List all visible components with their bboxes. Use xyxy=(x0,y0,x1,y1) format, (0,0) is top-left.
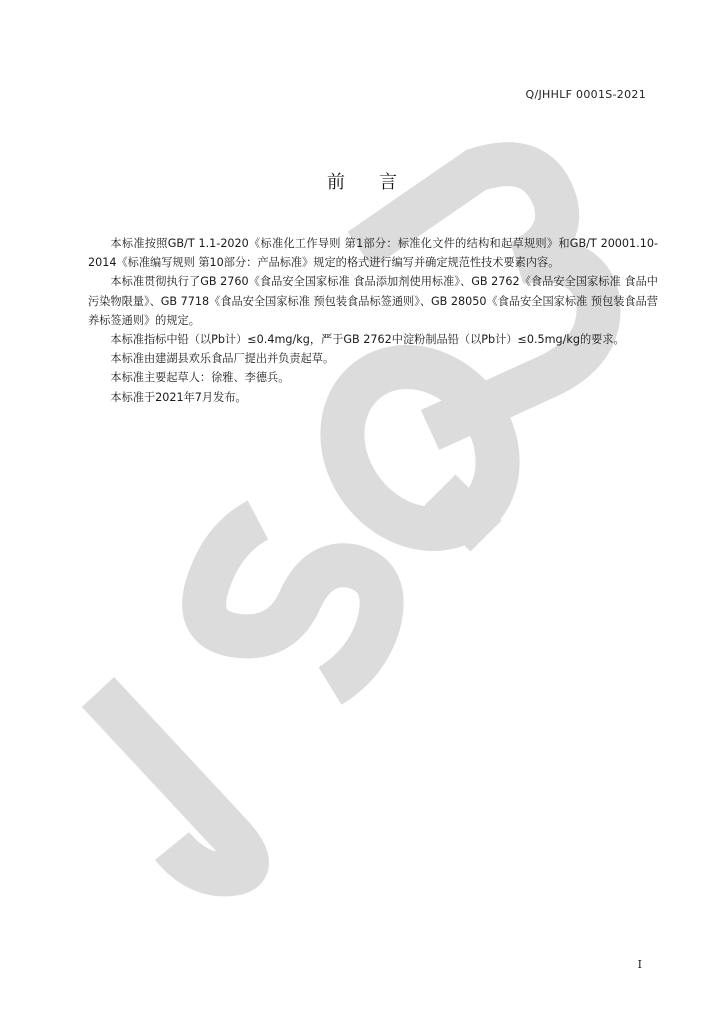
page-number: I xyxy=(637,958,642,971)
watermark-letter-s xyxy=(204,520,381,686)
paragraph-drafter-org: 本标准由建湖县欢乐食品厂提出并负责起草。 xyxy=(110,352,335,366)
paragraph-release-date: 本标准于2021年7月发布。 xyxy=(110,390,247,404)
page-title: 前言 xyxy=(327,172,431,193)
paragraph-referenced-standards: 本标准贯彻执行了GB 2760《食品安全国家标准 食品添加剂使用标准》、GB 2762《食品安全国家标准 食品中污染物限量》、GB 7718《食品安全国家标准 预包装食品标签通则》、GB 28050《食品安全国家标准 预包装食品营养标签通则》的规定。 xyxy=(88,275,658,327)
watermark-letter-j xyxy=(98,692,247,874)
paragraph-format-basis: 本标准按照GB/T 1.1-2020《标准化工作导则 第1部分：标准化文件的结构和起草规则》和GB/T 20001.10-2014《标准编写规则 第10部分：产品标准》规定的格式进行编写并确定规范性技术要素内容。 xyxy=(88,237,658,270)
document-code: Q/JHHLF 0001S-2021 xyxy=(525,88,646,101)
watermark-letter-q-tail xyxy=(440,490,486,536)
paragraph-lead-limit: 本标准指标中铅（以Pb计）≤0.4mg/kg，严于GB 2762中淀粉制品铅（以Pb计）≤0.5mg/kg的要求。 xyxy=(110,333,625,347)
foreword-body xyxy=(88,234,658,407)
paragraph-drafters: 本标准主要起草人：徐雅、李德兵。 xyxy=(110,371,290,385)
